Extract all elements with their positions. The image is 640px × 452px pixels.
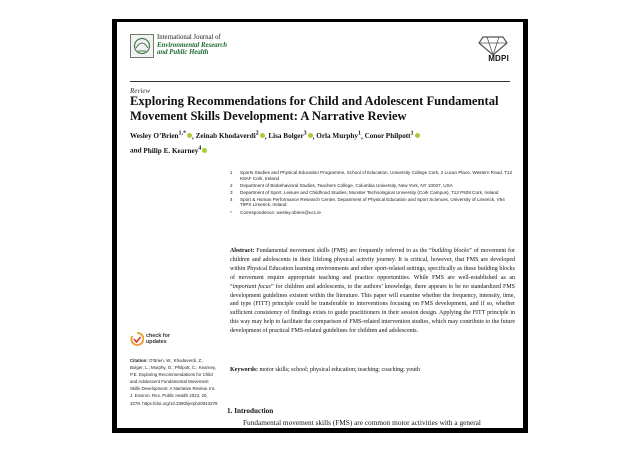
- orcid-icon[interactable]: [260, 133, 265, 138]
- affiliation: [230, 170, 515, 181]
- affiliation-number: 2: [230, 182, 233, 188]
- affiliation-text: Sport & Human Performance Research Centre, Department of Physical Education and Sport Sciences, University of Limerick, V94 T9PX Limerick, Ireland: [240, 196, 505, 208]
- author-affil-marker: 2: [255, 131, 259, 137]
- check-for-updates-badge[interactable]: [130, 331, 190, 351]
- abstract-text: ” for children and adolescents, to the authors’ knowledge, there appears to be no standardized FMS development guidelines existent within the literature. This paper will examine whether the frequency, intensity, time, and type (FITT) principle could be transferable to interventions focusing on FMS development, and if so, whether sufficient consistency of findings exists to guide practitioners in their session design. Applying the FITT principle in this way may help to facilitate the comparison of FMS-related intervention studies, which may contribute to the future development of practical FMS-related guidelines for children and adolescents.: [230, 283, 515, 335]
- affiliation-text: Department of Biobehavioral Studies, Teachers College, Columbia University, New York, NY 10027, USA: [240, 182, 453, 188]
- author[interactable]: [316, 132, 361, 140]
- orcid-icon[interactable]: [308, 133, 313, 138]
- author-affil-marker: 1: [357, 131, 361, 137]
- abstract: [230, 247, 515, 336]
- check-updates-icon: [130, 332, 144, 348]
- check-updates-text: [146, 334, 170, 346]
- author[interactable]: [268, 132, 312, 140]
- affiliation-number: 4: [230, 196, 233, 202]
- keywords-text: motor skills; school; physical education; teaching; coaching; youth: [258, 367, 420, 373]
- affiliation-text: Sports Studies and Physical Education Programme, School of Education, University College Cork, 2 Lucan Place, Western Road, T12 K8AF Cork, Ireland: [240, 170, 513, 181]
- author-affil-marker: 1: [410, 131, 414, 137]
- author-name: Conor Philpott: [364, 132, 411, 141]
- abstract-text: ” of movement for children and adolescents in their lifelong physical activity journey. It is critical, however, that FMS are developed within Physical Education learning environments and other sport-related settings, specifically as these building blocks of movement require appropriate teaching and practice opportunities. While FMS are well-established as an “: [230, 248, 516, 290]
- author-name: Lisa Bolger: [268, 132, 304, 141]
- check-updates-line1: check for: [146, 333, 170, 339]
- author-name: Wesley O’Brien: [130, 132, 179, 141]
- author-affil-marker: 1,*: [178, 131, 187, 137]
- paper-title: Exploring Recommendations for Child and Adolescent Fundamental Movement Skills Development: A Narrative Review: [130, 94, 499, 123]
- citation: [130, 357, 218, 407]
- journal-name: [157, 34, 227, 57]
- affiliation: [230, 190, 515, 196]
- keywords-label: Keywords:: [230, 367, 258, 373]
- affiliation-number: 1: [230, 170, 233, 175]
- author-affil-marker: 3: [303, 131, 307, 137]
- author[interactable]: [365, 132, 420, 140]
- correspondence-text[interactable]: Correspondence: wesley.obrien@ucc.ie: [240, 209, 321, 215]
- abstract-emphasis: important focus: [232, 283, 271, 290]
- affiliation: [230, 183, 515, 189]
- check-updates-line2: updates: [146, 338, 167, 345]
- author[interactable]: [143, 147, 207, 155]
- article-type: Review: [130, 87, 151, 95]
- author-name: Philip E. Kearney: [143, 146, 199, 155]
- journal-name-line2: Environmental Research: [157, 41, 228, 49]
- author-list: Wesley O’Brien$^{1,*}$ , Zeinab Khodaverdi$^2$ , Lisa Bolger$^3$ , Orla Murphy$^1$, Conor Philpott$^1$ and Philip E. Kearney$^4$: [130, 128, 515, 157]
- affiliation: [230, 197, 515, 208]
- journal-name-line3: and Public Health: [157, 49, 209, 57]
- abstract-text: Fundamental movement skills (FMS) are frequently referred to as the “: [254, 248, 432, 254]
- intro-paragraph: Fundamental movement skills (FMS) are common motor activities with a general: [243, 418, 481, 427]
- author[interactable]: [196, 132, 265, 140]
- journal-logo-icon: [130, 34, 154, 58]
- author-name: Zeinab Khodaverdi: [195, 132, 256, 141]
- affiliation-number: 3: [230, 189, 233, 195]
- orcid-icon[interactable]: [187, 133, 192, 138]
- citation-label: Citation:: [130, 358, 148, 363]
- header-rule: [130, 81, 510, 82]
- publisher-name: MDPI: [488, 54, 509, 63]
- author-affil-marker: 4: [198, 145, 202, 152]
- orcid-icon[interactable]: [415, 133, 420, 138]
- citation-text[interactable]: O’Brien, W.; Khodaverdi, Z.; Bolger, L.; Murphy, O.; Philpott, C.; Kearney, P.E. Exploring Recommendations for Child and Adolescent Fundamental Movement Skills Development: A Narrative Review. Int. J. Environ. Res. Public Health 2023, 20, 3278. https://doi.org/10.3390/ijerph20043278: [130, 358, 218, 406]
- author-name: Orla Murphy: [316, 132, 358, 141]
- affiliation-number: *: [230, 209, 232, 215]
- affiliations: [230, 170, 515, 217]
- journal-name-line1: International Journal of: [157, 34, 221, 41]
- affiliation-text: Department of Sport, Leisure and Childhood Studies, Munster Technological University (Cork Campus), T12 P928 Cork, Ireland: [240, 189, 499, 195]
- orcid-icon[interactable]: [202, 148, 207, 153]
- section-heading: 1. Introduction: [227, 407, 274, 415]
- correspondence[interactable]: [230, 210, 515, 216]
- keywords: [230, 367, 515, 373]
- author[interactable]: [130, 132, 192, 140]
- paper-page: [117, 22, 523, 428]
- abstract-emphasis: building blocks: [431, 248, 470, 254]
- abstract-label: Abstract:: [230, 248, 255, 254]
